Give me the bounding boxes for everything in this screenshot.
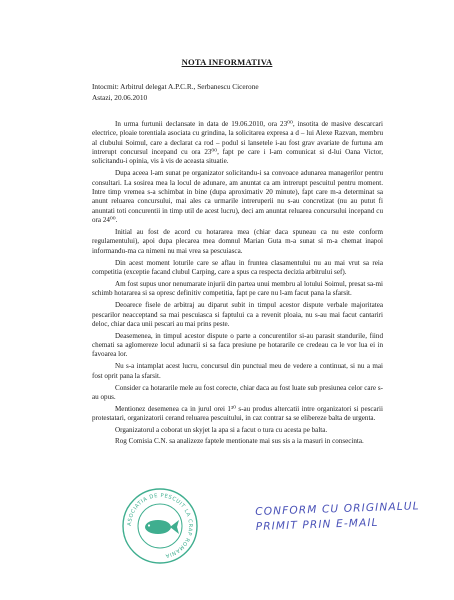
paragraph: Dupa aceea l-am sunat pe organizator solicitandu-i sa convoace adunarea managerilor pentru consultari. La sosirea mea la locul de adunare, am anuntat ca am intrerupt pescuitul pentru moment. Intre timp vremea s-a schimbat in bine (dupa aproximativ 20 minute), fapt care m-a determinat sa anunt reluarea concursului, mai ales ca urmarile intreruperii nu s-au concretizat (nu au putut fi anuntati toti concurentii in timp util de acest lucru), deci am anuntat reluarea concursului incepand cu ora 24⁰⁰.: [92, 169, 383, 225]
document-body: [92, 120, 383, 449]
handwritten-line: PRIMIT PRIN E-MAIL: [255, 516, 379, 533]
paragraph: Nu s-a intamplat acest lucru, concursul din punctual meu de vedere a continuat, si nu a mai fost oprit pana la sfarsit.: [92, 362, 383, 380]
handwritten-note: [255, 499, 420, 535]
paragraph: In urma furtunii declansate in data de 19.06.2010, ora 23⁰⁰, insotita de masive descarcari electrice, ploaie torentiala asociata cu grindina, la solicitarea expresa a d – lui Alexe Razvan, membru al clubului Soimul, care a declarat ca rod – podul si lansetele i-au fost grav avariate de furtuna am intrerupt concursul incepand cu ora 23⁰⁰, fapt pe care i l-am comunicat si d-lui Oana Victor, solicitandu-i opinia, vis à vis de aceasta situatie.: [92, 120, 383, 166]
date-line: Astazi, 20.06.2010: [92, 92, 148, 102]
paragraph: Rog Comisia C.N. sa analizeze faptele mentionate mai sus sis a ia masuri in consecinta.: [115, 436, 364, 445]
paragraph: Deasemenea, in timpul acestor dispute o parte a concurentilor si-au parasit standurile, fiind chemati sa aglomereze locul adunarii si sa faca presiune pe hotararile ce credeau ca le vor lua ei in favoarea lor.: [92, 331, 383, 359]
stamp-text: ASOCIATIA DE PESCUIT LA CRAP ROMANIA: [126, 492, 194, 559]
paragraph: Mentionez desemenea ca in jurul orei 1³⁰ s-au produs altercatii intre organizatori si pescarii protestatari, organizatorii cerand reluarea pescuitului, in caz contrar sa se elibereze balta de urgenta.: [92, 404, 383, 423]
author-line: Intocmit: Arbitrul delegat A.P.C.R., Serbanescu Cicerone: [92, 82, 259, 91]
paragraph: Deoarece fisele de arbitraj au diparut subit in timpul acestor dispute verbale majoritatea pescarilor neacceptand sa mai pescuiasca si faptului ca a revenit ploaia, nu s-au mai facut cantariri deloc, chiar daca unii pescari au mai prins peste.: [92, 301, 383, 328]
fish-icon: [145, 520, 179, 534]
paragraph: Organizatorul a coborat un skyjet la apa si a facut o tura cu acesta pe balta.: [115, 426, 328, 435]
paragraph: Consider ca hotararile mele au fost corecte, chiar daca au fost luate sub presiunea celor care s-au opus.: [92, 383, 383, 402]
paragraph: Am fost supus unor nenumarate injurii din partea unui membru al lotului Soimul, presat sa-mi schimb hotararea si sa opresc definitiv competitia, fapt pe care nu l-am facut pana la sfarsit.: [92, 279, 383, 298]
handwritten-line: CONFORM CU ORIGINALUL: [255, 500, 420, 518]
paragraph: Din acest moment loturile care se aflau in fruntea clasamentului nu au mai vrut sa reia competitia (exceptie facand clubul Carping, care a spus ca respecta decizia arbitrului sef).: [92, 258, 383, 276]
document-meta: [92, 82, 259, 103]
paragraph: Initial au fost de acord cu hotararea mea (chiar daca spuneau ca nu este conform regulamentului), apoi dupa plecarea mea domnul Marian Guta m-a sunat si m-a chemat inapoi informandu-ma ca nimeni nu mai vrea sa pescuiasca.: [92, 227, 383, 255]
document-title: NOTA INFORMATIVA: [181, 57, 273, 67]
club-stamp: [121, 487, 199, 565]
